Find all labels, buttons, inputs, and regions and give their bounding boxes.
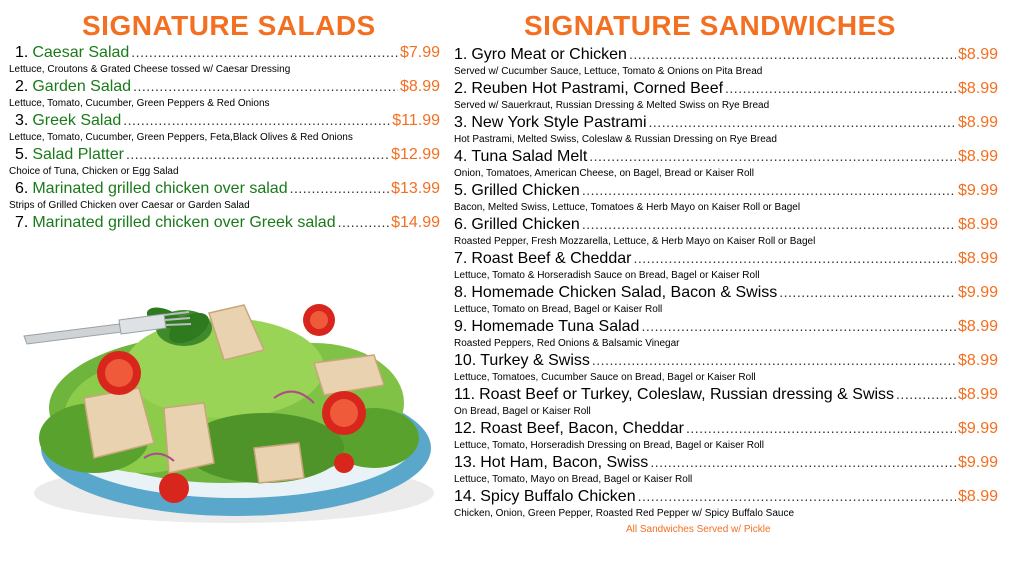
item-name: Grilled Chicken: [471, 216, 580, 233]
item-name: Roast Beef, Bacon, Cheddar: [480, 420, 684, 437]
item-description: Served w/ Sauerkraut, Russian Dressing & Melted Swiss on Rye Bread: [454, 100, 770, 111]
item-description: Lettuce, Tomato, Cucumber, Green Peppers, Feta,Black Olives & Red Onions: [9, 132, 353, 143]
item-price: $8.99: [957, 216, 998, 233]
item-description: On Bread, Bagel or Kaiser Roll: [454, 406, 591, 417]
item-description: Lettuce, Tomatoes, Cucumber Sauce on Bread, Bagel or Kaiser Roll: [454, 372, 756, 383]
menu-item: [452, 420, 998, 454]
sandwiches-heading: SIGNATURE SANDWICHES: [524, 10, 896, 41]
item-number: 5.: [454, 182, 468, 199]
leader-dots: [686, 420, 956, 436]
item-name: Gyro Meat or Chicken: [471, 46, 627, 63]
menu-item: [8, 180, 440, 214]
menu-item: [8, 146, 440, 180]
item-name: Tuna Salad Melt: [471, 148, 588, 165]
item-price: $8.99: [957, 318, 998, 335]
item-number: 2.: [15, 78, 29, 95]
menu-item: [452, 352, 998, 386]
leader-dots: [133, 78, 398, 94]
item-price: $8.99: [957, 114, 998, 131]
item-number: 7.: [15, 214, 29, 231]
leader-dots: [290, 180, 389, 196]
item-description: Hot Pastrami, Melted Swiss, Coleslaw & Russian Dressing on Rye Bread: [454, 134, 777, 145]
item-description: Lettuce, Tomato & Horseradish Sauce on Bread, Bagel or Kaiser Roll: [454, 270, 760, 281]
item-number: 3.: [15, 112, 29, 129]
menu-item: [452, 284, 998, 318]
item-price: $13.99: [391, 180, 440, 197]
item-price: $12.99: [391, 146, 440, 163]
item-price: $7.99: [399, 44, 440, 61]
menu-item: [452, 114, 998, 148]
menu-item: [452, 488, 998, 522]
leader-dots: [131, 44, 398, 60]
item-name: Salad Platter: [32, 146, 124, 163]
item-number: 3.: [454, 114, 468, 131]
item-description: Chicken, Onion, Green Pepper, Roasted Red Pepper w/ Spicy Buffalo Sauce: [454, 508, 795, 519]
item-name: Marinated grilled chicken over Greek salad: [32, 214, 336, 231]
menu-item: [452, 216, 998, 250]
item-description: Served w/ Cucumber Sauce, Lettuce, Tomato & Onions on Pita Bread: [454, 66, 763, 77]
menu-item: [452, 46, 998, 80]
item-name: Turkey & Swiss: [480, 352, 590, 369]
menu-item: [8, 214, 440, 248]
item-price: $9.99: [957, 182, 998, 199]
menu-item: [8, 112, 440, 146]
salads-heading: SIGNATURE SALADS: [82, 10, 376, 41]
item-description: Roasted Pepper, Fresh Mozzarella, Lettuce, & Herb Mayo on Kaiser Roll or Bagel: [454, 236, 816, 247]
item-number: 9.: [454, 318, 468, 335]
leader-dots: [589, 148, 956, 164]
leader-dots: [123, 112, 390, 128]
item-name: Grilled Chicken: [471, 182, 580, 199]
item-name: Marinated grilled chicken over salad: [32, 180, 288, 197]
menu-item: [452, 182, 998, 216]
item-price: $8.99: [957, 386, 998, 403]
leader-dots: [582, 182, 956, 198]
menu-item: [452, 318, 998, 352]
salads-list: [8, 44, 440, 248]
item-number: 6.: [454, 216, 468, 233]
leader-dots: [126, 146, 389, 162]
menu-item: [8, 44, 440, 78]
item-price: $14.99: [391, 214, 440, 231]
leader-dots: [725, 80, 956, 96]
item-name: Homemade Tuna Salad: [471, 318, 640, 335]
leader-dots: [638, 488, 956, 504]
salad-bowl-photo: [14, 288, 444, 530]
item-number: 14.: [454, 488, 477, 505]
item-price: $9.99: [957, 420, 998, 437]
item-name: Homemade Chicken Salad, Bacon & Swiss: [471, 284, 778, 301]
item-price: $8.99: [957, 46, 998, 63]
item-number: 2.: [454, 80, 468, 97]
item-name: New York Style Pastrami: [471, 114, 647, 131]
item-price: $8.99: [957, 148, 998, 165]
item-number: 11.: [454, 386, 476, 403]
menu-item: [452, 454, 998, 488]
item-name: Garden Salad: [32, 78, 132, 95]
pickle-note: All Sandwiches Served w/ Pickle: [626, 524, 771, 535]
item-price: $8.99: [957, 488, 998, 505]
item-description: Lettuce, Tomato, Cucumber, Green Peppers & Red Onions: [9, 98, 270, 109]
leader-dots: [779, 284, 956, 300]
item-name: Roast Beef & Cheddar: [471, 250, 632, 267]
item-name: Caesar Salad: [32, 44, 130, 61]
item-name: Greek Salad: [32, 112, 122, 129]
item-number: 13.: [454, 454, 477, 471]
item-price: $8.99: [399, 78, 440, 95]
item-number: 1.: [15, 44, 29, 61]
item-description: Lettuce, Tomato on Bread, Bagel or Kaiser Roll: [454, 304, 663, 315]
menu-item: [8, 78, 440, 112]
leader-dots: [338, 214, 389, 230]
menu-item: [452, 148, 998, 182]
item-description: Strips of Grilled Chicken over Caesar or Garden Salad: [9, 200, 250, 211]
item-price: $11.99: [392, 112, 440, 129]
item-name: Roast Beef or Turkey, Coleslaw, Russian dressing & Swiss: [479, 386, 895, 403]
item-price: $9.99: [957, 284, 998, 301]
item-number: 8.: [454, 284, 468, 301]
leader-dots: [592, 352, 956, 368]
item-number: 10.: [454, 352, 477, 369]
item-number: 5.: [15, 146, 29, 163]
item-number: 7.: [454, 250, 468, 267]
leader-dots: [649, 114, 956, 130]
item-price: $9.99: [957, 454, 998, 471]
item-number: 6.: [15, 180, 29, 197]
leader-dots: [650, 454, 956, 470]
leader-dots: [641, 318, 956, 334]
item-price: $8.99: [957, 352, 998, 369]
item-description: Choice of Tuna, Chicken or Egg Salad: [9, 166, 179, 177]
item-number: 12.: [454, 420, 477, 437]
menu-item: [452, 80, 998, 114]
leader-dots: [629, 46, 956, 62]
item-number: 1.: [454, 46, 468, 63]
item-number: 4.: [454, 148, 468, 165]
leader-dots: [896, 386, 956, 402]
sandwiches-list: [452, 46, 998, 522]
item-price: $8.99: [957, 250, 998, 267]
item-name: Spicy Buffalo Chicken: [480, 488, 636, 505]
item-price: $8.99: [957, 80, 998, 97]
item-name: Hot Ham, Bacon, Swiss: [480, 454, 649, 471]
item-description: Lettuce, Tomato, Horseradish Dressing on Bread, Bagel or Kaiser Roll: [454, 440, 764, 451]
item-description: Lettuce, Croutons & Grated Cheese tossed w/ Caesar Dressing: [9, 64, 291, 75]
item-description: Bacon, Melted Swiss, Lettuce, Tomatoes & Herb Mayo on Kaiser Roll or Bagel: [454, 202, 801, 213]
item-description: Roasted Peppers, Red Onions & Balsamic Vinegar: [454, 338, 680, 349]
item-name: Reuben Hot Pastrami, Corned Beef: [471, 80, 724, 97]
item-description: Onion, Tomatoes, American Cheese, on Bagel, Bread or Kaiser Roll: [454, 168, 754, 179]
leader-dots: [582, 216, 956, 232]
item-description: Lettuce, Tomato, Mayo on Bread, Bagel or Kaiser Roll: [454, 474, 693, 485]
menu-item: [452, 386, 998, 420]
leader-dots: [633, 250, 956, 266]
menu-item: [452, 250, 998, 284]
